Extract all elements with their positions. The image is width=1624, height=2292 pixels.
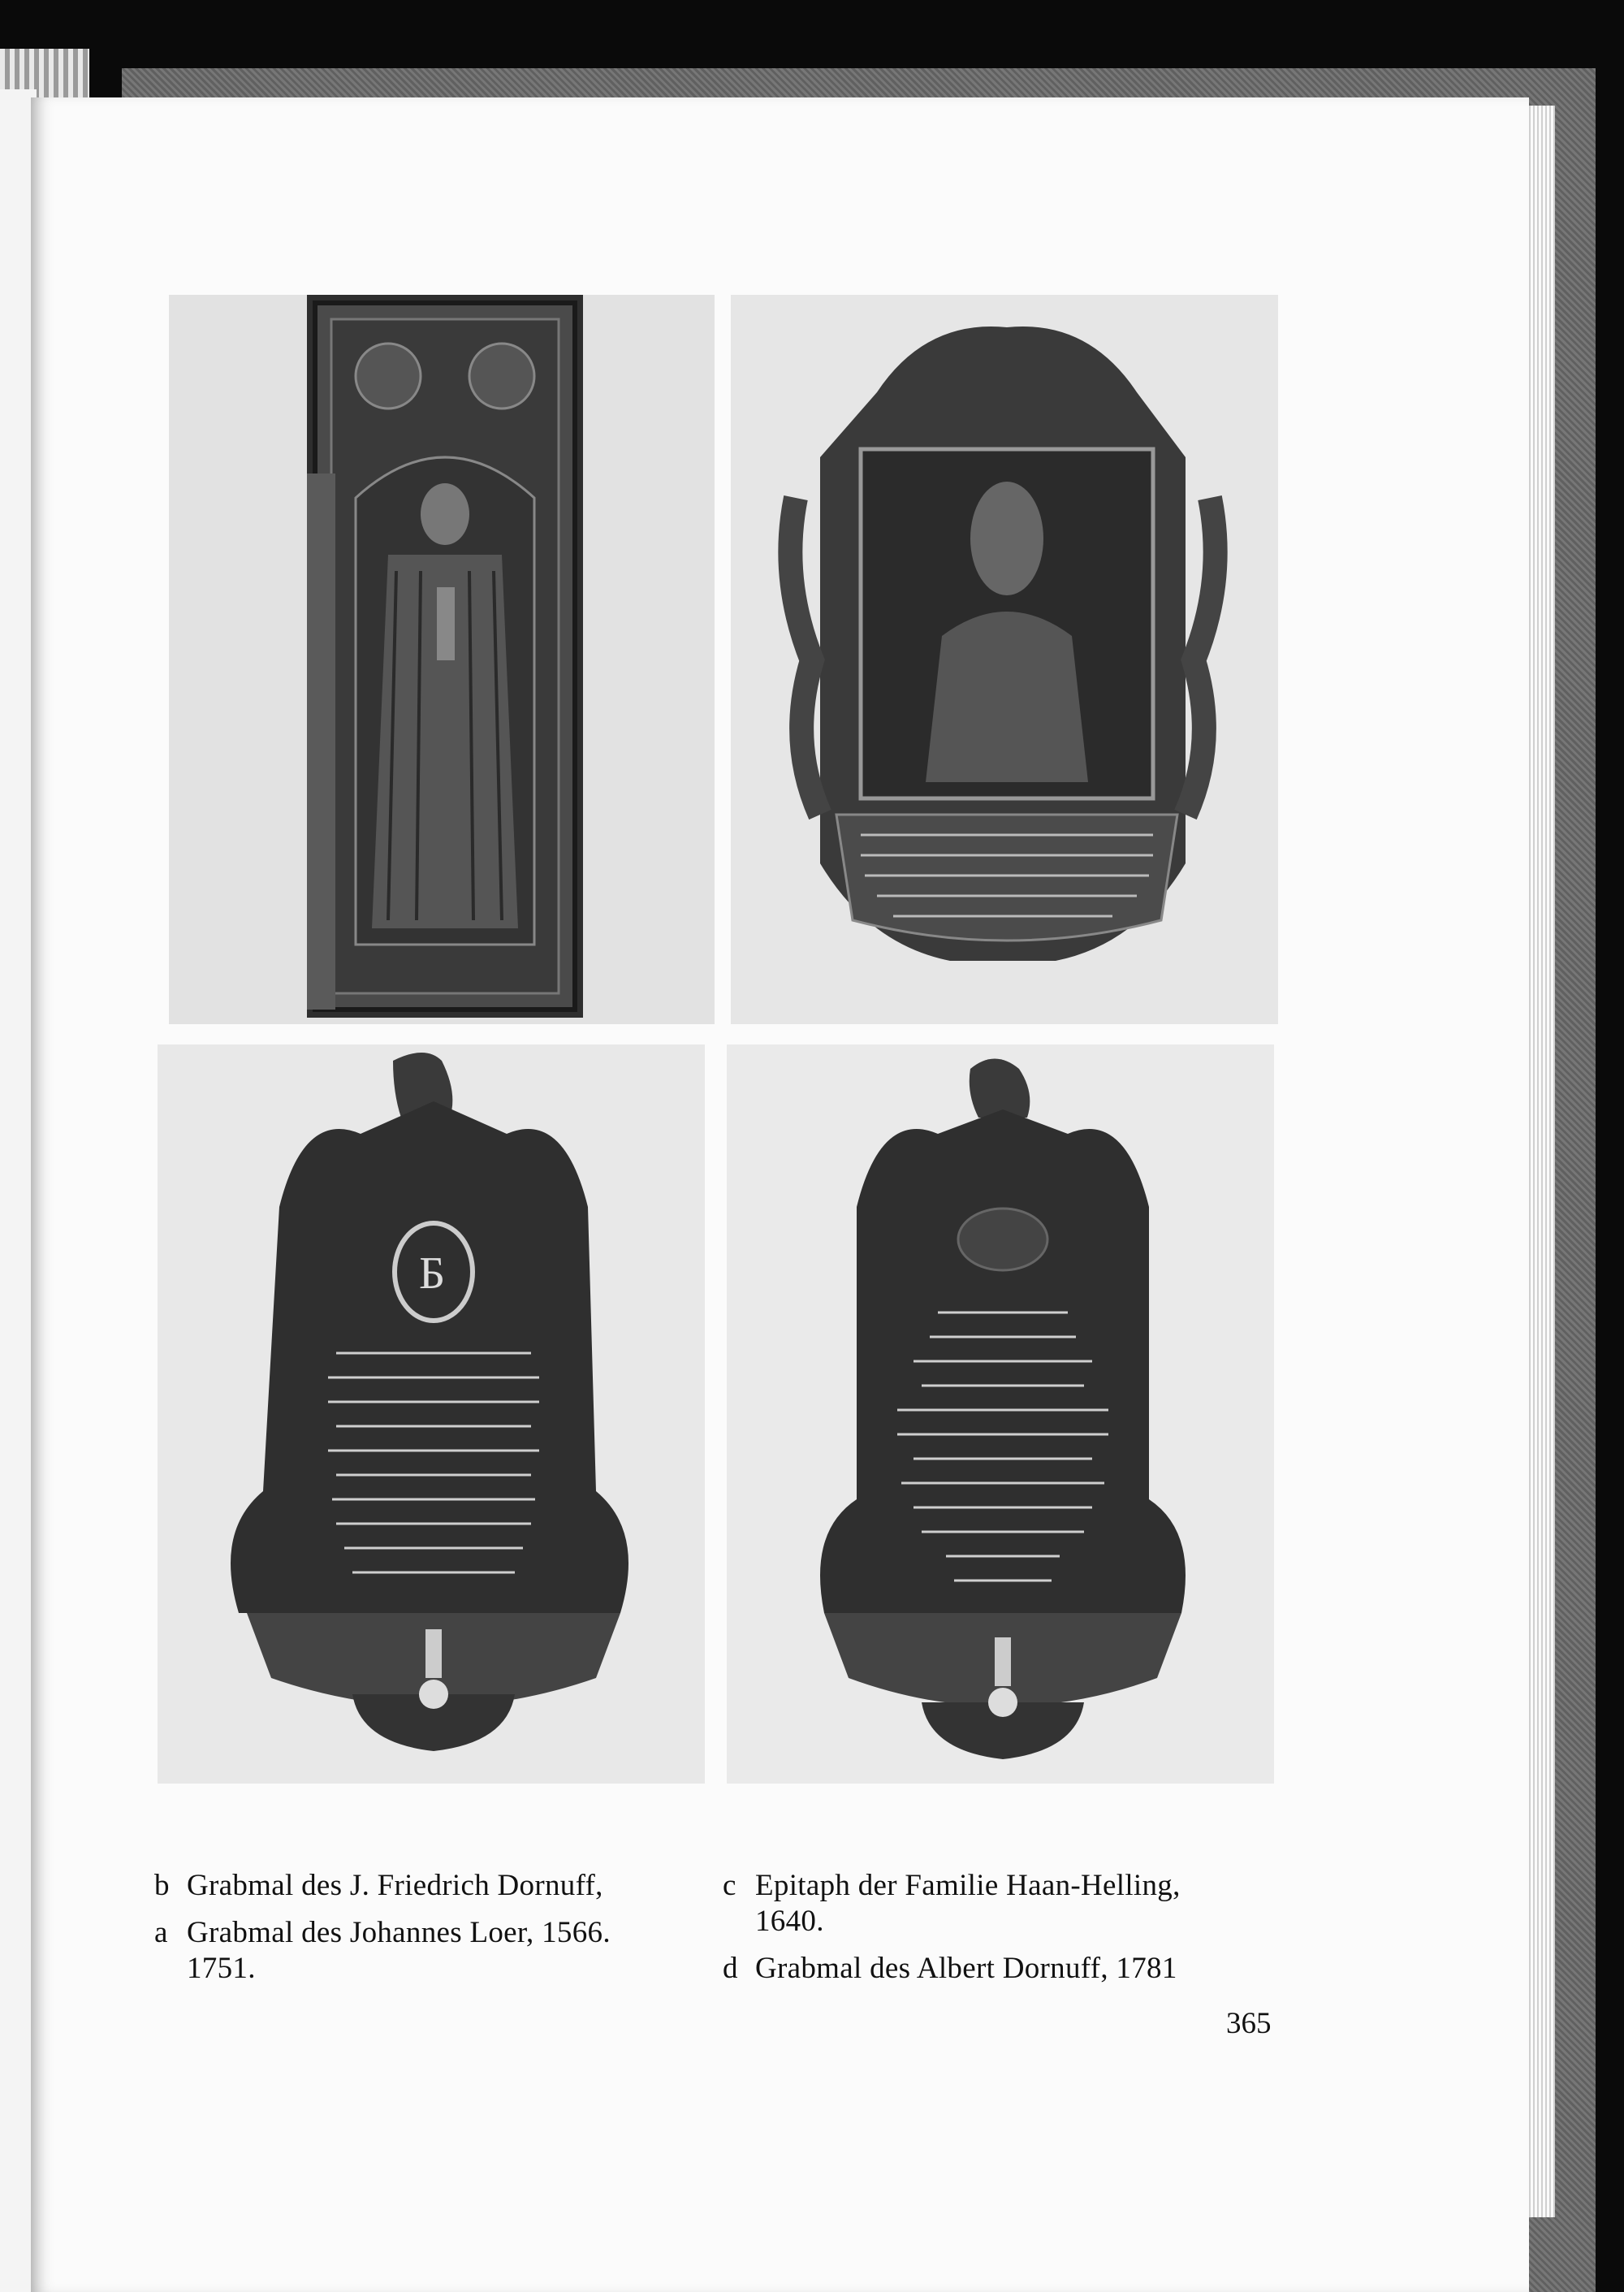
caption-d [723, 1949, 1177, 1988]
caption-text: Grabmal des Albert Dornuff, 1781 [755, 1952, 1177, 1985]
svg-text:Б: Б [419, 1248, 446, 1299]
photo-epitaph [731, 295, 1278, 1024]
caption-letter: c [723, 1869, 736, 1902]
caption-letter: d [723, 1952, 738, 1985]
caption-c [723, 1866, 1181, 1905]
photo-tomb-slab [169, 295, 715, 1024]
epitaph-illustration [731, 295, 1278, 1024]
caption-text: Epitaph der Familie Haan-Helling, [755, 1869, 1181, 1902]
caption-letter: b [154, 1869, 170, 1902]
caption-b [154, 1866, 603, 1905]
caption-text: 1640. [755, 1905, 824, 1938]
caption-letter: a [154, 1916, 168, 1949]
caption-text: 1751. [187, 1952, 256, 1985]
tomb-albert-illustration [727, 1044, 1274, 1784]
tomb-friedrich-illustration [158, 1044, 705, 1784]
page-number: 365 [1226, 2007, 1272, 2040]
caption-c-continuation [723, 1902, 824, 1941]
photo-tomb-albert [727, 1044, 1274, 1784]
tomb-slab-illustration [169, 295, 715, 1024]
book-page [31, 97, 1529, 2292]
photo-tomb-friedrich [158, 1044, 705, 1784]
caption-text: Grabmal des Johannes Loer, 1566. [187, 1916, 611, 1949]
caption-a-continuation [154, 1949, 256, 1988]
caption-a [154, 1914, 611, 1953]
caption-text: Grabmal des J. Friedrich Dornuff, [187, 1869, 603, 1902]
